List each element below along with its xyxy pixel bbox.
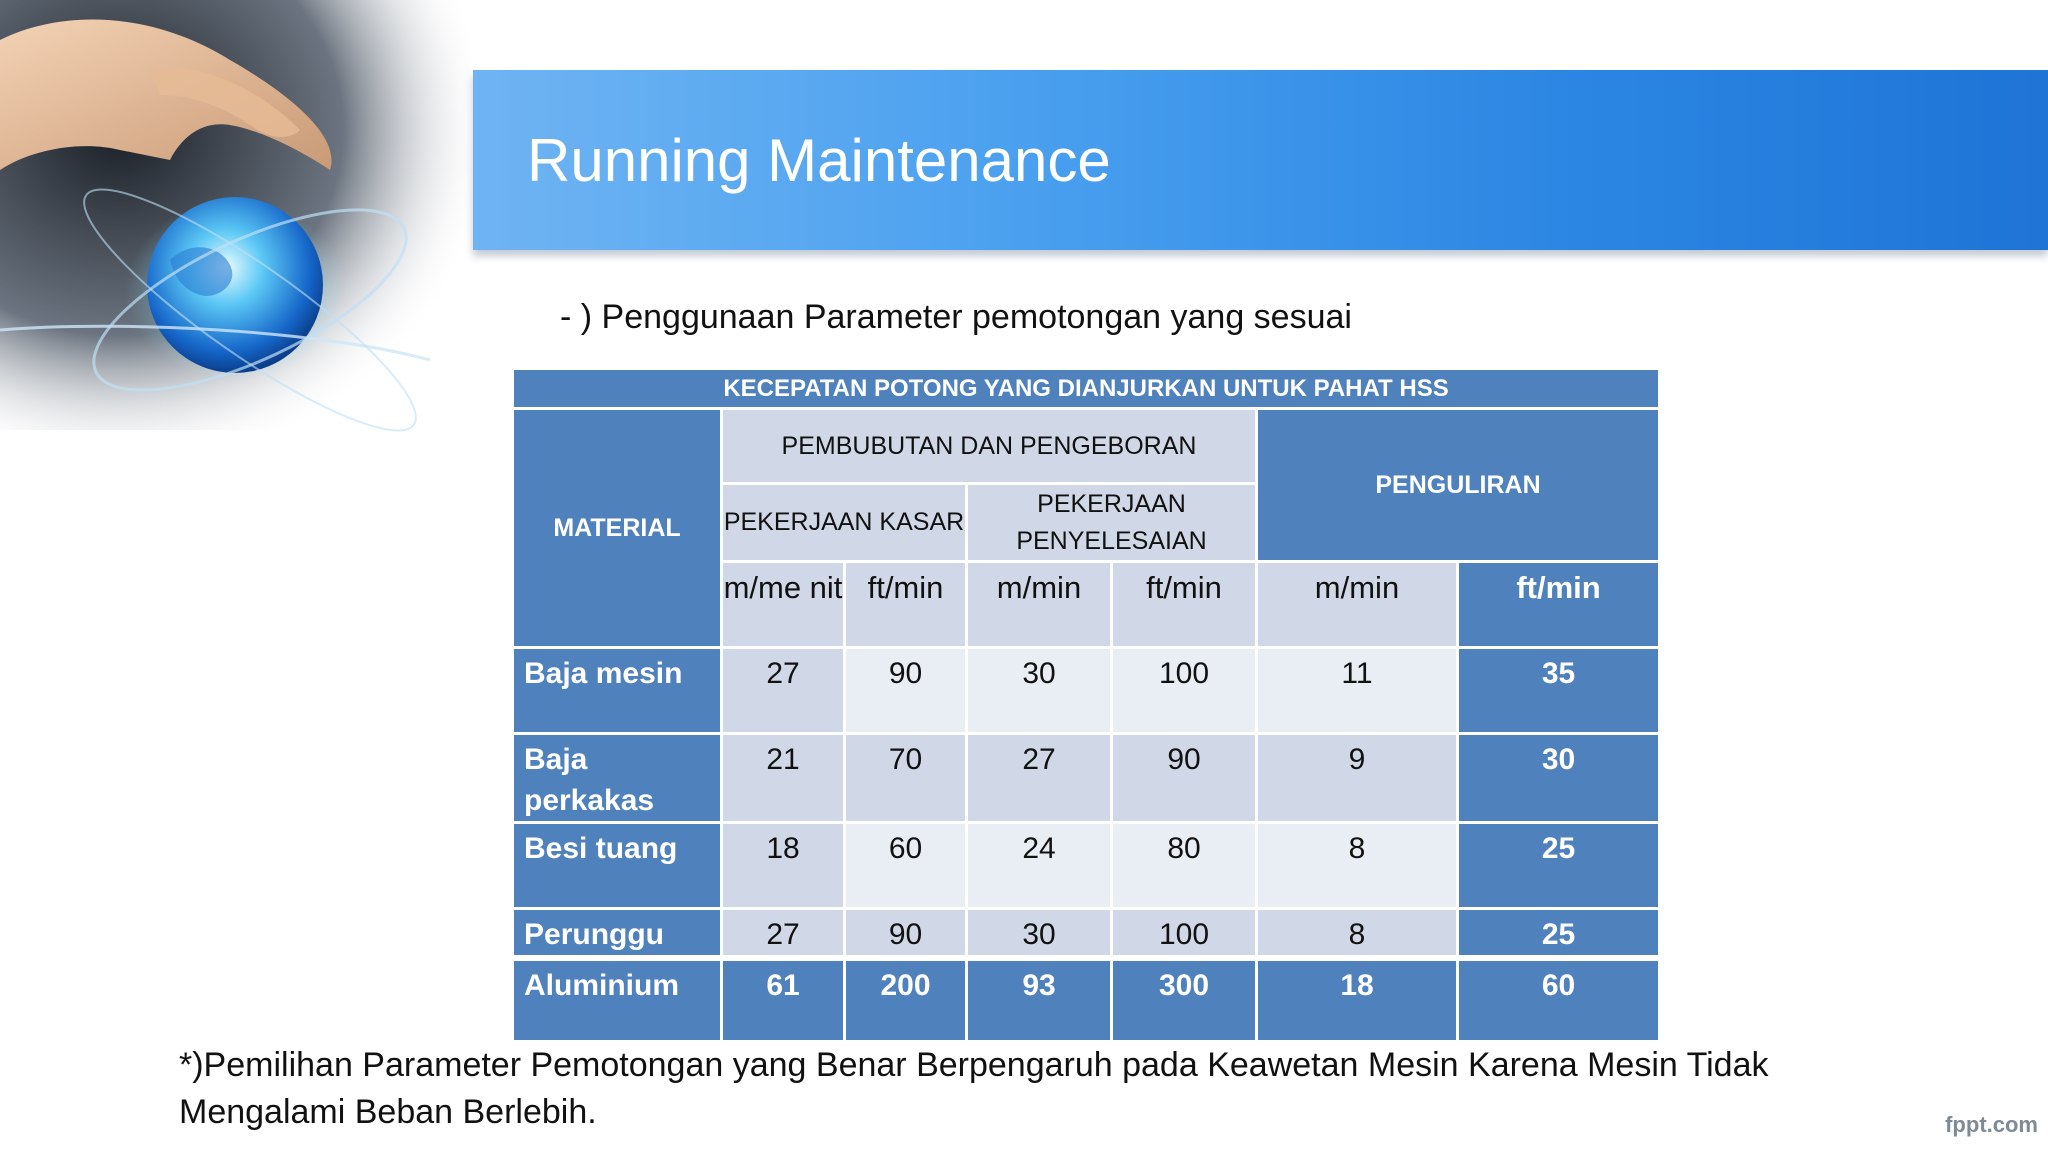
material-cell: Besi tuang (513, 823, 722, 909)
cutting-speed-table (511, 367, 1661, 1043)
table-row (513, 734, 1660, 823)
value-cell: 27 (722, 648, 845, 734)
material-cell: Baja mesin (513, 648, 722, 734)
value-cell: 80 (1112, 823, 1257, 909)
value-cell: 30 (967, 909, 1112, 959)
footnote: *)Pemilihan Parameter Pemotongan yang Benar Berpengaruh pada Keawetan Mesin Karena Mesin Tidak Mengalami Beban Berlebih. (179, 1046, 1769, 1131)
value-cell: 9 (1257, 734, 1458, 823)
material-header: MATERIAL (513, 409, 722, 648)
slide-title: Running Maintenance (527, 127, 1111, 194)
table-caption: KECEPATAN POTONG YANG DIANJURKAN UNTUK PAHAT HSS (513, 369, 1660, 409)
subheader-rough: PEKERJAAN KASAR (722, 484, 967, 562)
value-cell: 18 (1257, 958, 1458, 1041)
material-cell: Baja perkakas (513, 734, 722, 823)
table-row (513, 648, 1660, 734)
group-header-threading: PENGULIRAN (1257, 409, 1660, 562)
hand-globe-decoration (0, 0, 470, 500)
value-cell: 90 (845, 648, 967, 734)
value-cell: 100 (1112, 909, 1257, 959)
value-cell: 27 (967, 734, 1112, 823)
watermark: fppt.com (1945, 1112, 2038, 1137)
material-cell: Perunggu (513, 909, 722, 959)
value-cell: 18 (722, 823, 845, 909)
group-header-turning: PEMBUBUTAN DAN PENGEBORAN (722, 409, 1257, 484)
table-row (513, 823, 1660, 909)
material-cell: Aluminium (513, 958, 722, 1041)
value-cell: 25 (1458, 823, 1660, 909)
unit-header: ft/min (1112, 562, 1257, 648)
unit-header: ft/min (1458, 562, 1660, 648)
value-cell: 35 (1458, 648, 1660, 734)
value-cell: 90 (845, 909, 967, 959)
unit-header: m/me nit (722, 562, 845, 648)
value-cell: 8 (1257, 909, 1458, 959)
unit-header: ft/min (845, 562, 967, 648)
value-cell: 70 (845, 734, 967, 823)
value-cell: 24 (967, 823, 1112, 909)
value-cell: 27 (722, 909, 845, 959)
value-cell: 11 (1257, 648, 1458, 734)
unit-header: m/min (1257, 562, 1458, 648)
value-cell: 21 (722, 734, 845, 823)
value-cell: 100 (1112, 648, 1257, 734)
value-cell: 60 (845, 823, 967, 909)
unit-header: m/min (967, 562, 1112, 648)
value-cell: 93 (967, 958, 1112, 1041)
table-row (513, 958, 1660, 1041)
value-cell: 300 (1112, 958, 1257, 1041)
value-cell: 200 (845, 958, 967, 1041)
value-cell: 60 (1458, 958, 1660, 1041)
value-cell: 90 (1112, 734, 1257, 823)
slide-subtitle: - ) Penggunaan Parameter pemotongan yang sesuai (560, 298, 1352, 336)
value-cell: 8 (1257, 823, 1458, 909)
value-cell: 61 (722, 958, 845, 1041)
subheader-finishing: PEKERJAAN PENYELESAIAN (967, 484, 1257, 562)
value-cell: 30 (967, 648, 1112, 734)
value-cell: 30 (1458, 734, 1660, 823)
table-row (513, 909, 1660, 959)
value-cell: 25 (1458, 909, 1660, 959)
